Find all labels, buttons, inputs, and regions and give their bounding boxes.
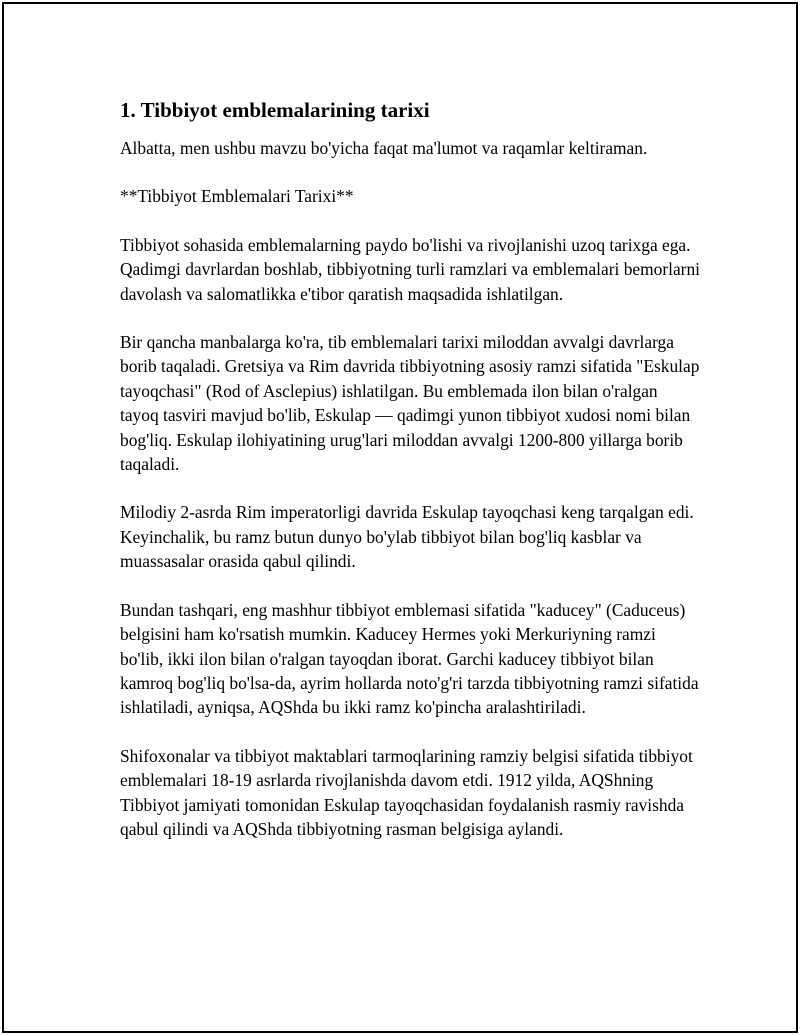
body-paragraph: Bir qancha manbalarga ko'ra, tib emblemalari tarixi miloddan avvalgi davrlarga borib taqaladi. Gretsiya va Rim davrida tibbiyotning asosiy ramzi sifatida "Eskulap tayoqchasi" (Rod of Asclepius) ishlatilgan. Bu emblemada ilon bilan o'ralgan tayoq tasviri mavjud bo'lib, Eskulap — qadimgi yunon tibbiyot xudosi nomi bilan bog'liq. Eskulap ilohiyatining urug'lari miloddan avvalgi 1200-800 yillarga borib taqaladi. <box>120 332 700 475</box>
body-paragraph: Bundan tashqari, eng mashhur tibbiyot emblemasi sifatida "kaducey" (Caduceus) belgisini ham ko'rsatish mumkin. Kaducey Hermes yoki Merkuriyning ramzi bo'lib, ikki ilon bilan o'ralgan tayoqdan iborat. Garchi kaducey tibbiyot bilan kamroq bog'liq bo'lsa-da, ayrim hollarda noto'g'ri tarzda tibbiyotning ramzi sifatida ishlatiladi, ayniqsa, AQShda bu ikki ramz ko'pincha aralashtiriladi. <box>120 599 699 718</box>
intro-paragraph: Albatta, men ushbu mavzu bo'yicha faqat ma'lumot va raqamlar keltiraman. <box>120 138 648 158</box>
section-heading-paragraph: **Tibbiyot Emblemalari Tarixi** <box>120 186 354 207</box>
document-body <box>120 96 700 865</box>
body-paragraph: Shifoxonalar va tibbiyot maktablari tarmoqlarining ramziy belgisi sifatida tibbiyot emblemalari 18-19 asrlarda rivojlanishda davom etdi. 1912 yilda, AQShning Tibbiyot jamiyati tomonidan Eskulap tayoqchasidan foydalanish rasmiy ravishda qabul qilindi va AQShda tibbiyotning rasman belgisiga aylandi. <box>120 745 693 839</box>
page-frame <box>2 2 798 1033</box>
body-paragraph: Milodiy 2-asrda Rim imperatorligi davrida Eskulap tayoqchasi keng tarqalgan edi. Keyinchalik, bu ramz butun dunyo bo'ylab tibbiyot bilan bog'liq kasblar va muassasalar orasida qabul qilindi. <box>120 502 694 572</box>
document-title: 1. Tibbiyot emblemalarining tarixi <box>120 98 430 122</box>
body-paragraph: Tibbiyot sohasida emblemalarning paydo bo'lishi va rivojlanishi uzoq tarixga ega. Qadimgi davrlardan boshlab, tibbiyotning turli ramzlari va emblemalari bemorlarni davolash va salomatlikka e'tibor qaratish maqsadida ishlatilgan. <box>120 234 700 304</box>
